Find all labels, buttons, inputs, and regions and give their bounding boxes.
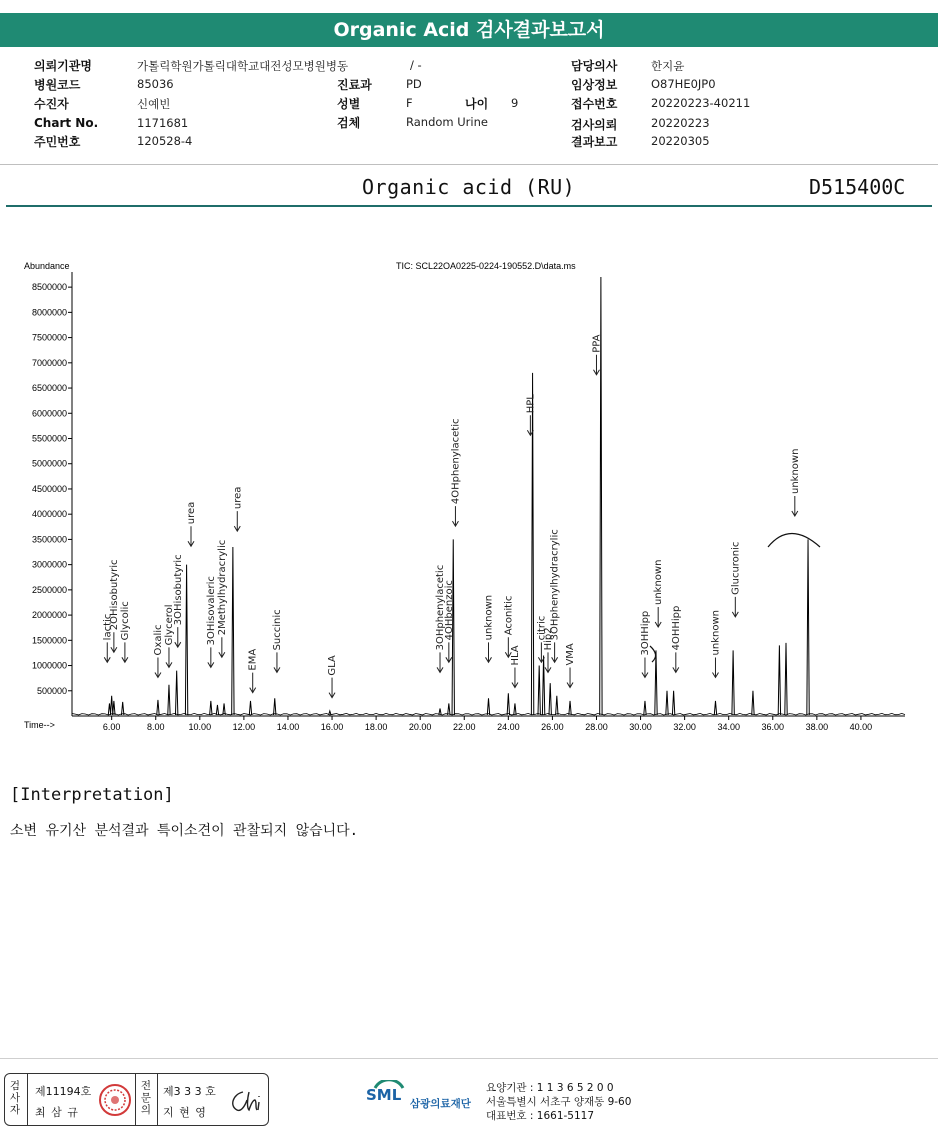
peak-annotation: [232, 487, 243, 532]
x-tick-label: 12.00: [232, 722, 256, 732]
peak: [549, 683, 551, 715]
y-tick-label: 8000000: [31, 307, 67, 318]
peak-annotation: [450, 418, 461, 526]
test-name: Organic acid (RU): [362, 175, 576, 199]
annotation-arrow: [104, 642, 110, 662]
annotation-label: PPA: [591, 334, 603, 353]
annotation-label: 2OHisobutyric: [108, 559, 120, 631]
annotation-label: 3OHisobutyric: [172, 554, 184, 626]
peak: [249, 701, 251, 715]
annotation-arrow: [792, 496, 798, 516]
slash-value: / -: [410, 58, 422, 72]
annotation-arrow: [329, 678, 335, 698]
request-label: 검사의뢰: [571, 118, 618, 132]
annotation-arrow: [567, 668, 573, 688]
annotation-label: unknown: [483, 594, 495, 641]
specialist-name: 지 현 영: [163, 1106, 207, 1119]
peak: [556, 696, 558, 715]
peak: [714, 701, 716, 715]
annotation-arrow: [545, 652, 551, 672]
y-tick-label: 5000000: [31, 458, 67, 469]
dept-label: 진료과: [337, 78, 372, 92]
annotation-arrow: [155, 657, 161, 677]
peak: [514, 703, 516, 715]
peak-annotation: [272, 609, 283, 672]
result-label: 결과보고: [571, 135, 618, 149]
rrn-label: 주민번호: [34, 135, 81, 149]
annotation-label: unknown: [710, 610, 722, 656]
y-tick-label: 8500000: [31, 282, 67, 293]
x-tick-label: 26.00: [541, 722, 564, 732]
annotation-label: VMA: [565, 643, 577, 666]
y-axis-label: Abundance: [24, 261, 70, 271]
result-value: 20220305: [651, 134, 710, 148]
x-tick-label: 14.00: [276, 722, 300, 732]
peak: [168, 685, 170, 715]
request-value: 20220223: [651, 116, 710, 130]
sex-value: F: [406, 96, 413, 110]
clinical-label: 임상정보: [571, 78, 618, 92]
sex-label: 성별: [337, 97, 361, 111]
specimen-value: Random Urine: [406, 115, 488, 129]
peak: [655, 650, 657, 715]
peak-annotation: [120, 601, 131, 662]
sml-logo-korean: 삼광의료재단: [410, 1098, 471, 1110]
peak: [232, 547, 234, 715]
chart-title: TIC: SCL22OA0225-0224-190552.D\data.ms: [396, 261, 576, 271]
annotation-label: citric: [536, 615, 548, 641]
peak-annotation: [248, 649, 259, 693]
x-tick-label: 28.00: [585, 722, 608, 732]
x-tick-label: 22.00: [452, 722, 476, 732]
peak-annotation: [671, 606, 682, 673]
annotation-arrow: [208, 647, 214, 667]
peak: [216, 705, 218, 715]
annotation-label: Hip2: [543, 627, 554, 651]
x-tick-label: 30.00: [629, 722, 652, 732]
annotation-label: HLA: [509, 645, 521, 666]
info-separator: [0, 164, 938, 165]
peak: [732, 650, 734, 715]
peak-annotation: [525, 394, 536, 436]
age-value: 9: [511, 96, 519, 110]
sig-divider-1: [27, 1074, 28, 1125]
x-tick-label: 16.00: [320, 722, 344, 732]
x-tick-label: 8.00: [146, 722, 165, 732]
x-tick-label: 36.00: [761, 722, 785, 732]
annotation-label: Glucuronic: [730, 541, 742, 595]
peak: [778, 645, 780, 715]
specialist-signature: [227, 1086, 263, 1116]
annotation-label: 3OHphenylhydracrylic: [549, 529, 561, 641]
baseline-trace: [72, 713, 905, 715]
annotation-label: 3OHphenylacetic: [435, 564, 447, 651]
annotation-label: HPL: [525, 394, 537, 414]
annotation-arrow: [452, 506, 458, 526]
peak: [113, 701, 115, 715]
sml-logo-text: SML: [366, 1086, 402, 1104]
annotation-arrow: [175, 627, 181, 647]
annotation-arrow: [446, 642, 452, 662]
x-tick-label: 34.00: [717, 722, 740, 732]
annotation-label: 4OHbenzoic: [443, 580, 455, 641]
interpretation-text: 소변 유기산 분석결과 특이소견이 관찰되지 않습니다.: [10, 823, 359, 839]
annotation-label: Aconitic: [503, 595, 515, 636]
x-axis-label: Time-->: [24, 720, 55, 730]
chromatogram-chart: [0, 250, 938, 740]
dept-value: PD: [406, 77, 422, 91]
hospital-code-value: 85036: [137, 77, 174, 91]
doctor-value: 한지윤: [651, 59, 685, 73]
rrn-value: 120528-4: [137, 134, 193, 148]
annotation-label: 3OHHipp: [639, 610, 651, 656]
annotation-label: Succinic: [271, 609, 283, 651]
annotation-label: Glycolic: [119, 601, 131, 641]
annotation-label: unknown: [789, 448, 801, 494]
org-code: 요양기관 : 1 1 3 6 5 2 0 0: [486, 1082, 614, 1094]
annotation-label: 4OHphenylacetic: [450, 418, 462, 505]
peak: [666, 691, 668, 715]
peak-annotation: [206, 576, 217, 667]
y-tick-label: 3000000: [31, 559, 67, 570]
chart-no-label: Chart No.: [34, 116, 99, 130]
patient-value: 신예빈: [137, 97, 171, 111]
x-tick-label: 38.00: [805, 722, 829, 732]
y-tick-label: 1500000: [31, 635, 67, 646]
signature-box: [4, 1073, 269, 1126]
y-tick-label: 2000000: [31, 610, 67, 621]
annotation-label: 3OHisovaleric: [205, 576, 217, 646]
peak: [175, 671, 177, 715]
peak: [531, 373, 533, 715]
peak: [644, 701, 646, 715]
y-tick-label: 2500000: [31, 584, 67, 595]
peak: [542, 655, 544, 715]
peak: [329, 711, 331, 715]
annotation-label: Oxalic: [152, 624, 164, 656]
specialist-vertical-label: 전문의: [140, 1080, 152, 1116]
annotation-label: unknown: [653, 559, 665, 605]
peak: [672, 691, 674, 715]
peak-annotation: [790, 449, 801, 516]
annotation-label: 2Methylhydracrylic: [216, 539, 228, 636]
peak: [487, 698, 489, 715]
peak: [785, 643, 787, 715]
peak: [448, 703, 450, 715]
annotation-label: EMA: [247, 648, 259, 671]
receipt-value: 20220223-40211: [651, 96, 751, 110]
peak: [121, 702, 123, 715]
x-tick-label: 40.00: [849, 722, 873, 732]
annotation-arrow: [732, 597, 738, 617]
peak-annotation: [484, 595, 495, 662]
annotation-label: urea: [232, 486, 244, 510]
peak: [538, 666, 540, 715]
hospital-code-label: 병원코드: [34, 78, 81, 92]
report-title-bar: Organic Acid 검사결과보고서: [0, 13, 938, 47]
annotation-arrow: [655, 607, 661, 627]
peak-annotation: [640, 611, 651, 678]
age-label: 나이: [465, 97, 489, 111]
annotation-arrow: [437, 652, 443, 672]
peak: [569, 701, 571, 715]
peak-annotation: [565, 643, 576, 687]
annotation-label: Glycerol: [163, 604, 175, 646]
x-tick-label: 20.00: [408, 722, 432, 732]
institution-label: 의뢰기관명: [34, 59, 92, 73]
annotation-arrow: [122, 642, 128, 662]
annotation-label: GLA: [327, 655, 339, 676]
lab-phone: 대표번호 : 1661-5117: [486, 1110, 595, 1122]
doctor-label: 담당의사: [571, 59, 618, 73]
x-tick-label: 32.00: [673, 722, 696, 732]
annotation-arrow: [642, 657, 648, 677]
annotation-label: lactic: [102, 613, 114, 641]
interpretation-heading: [Interpretation]: [10, 785, 174, 805]
x-tick-label: 24.00: [497, 722, 520, 732]
sig-divider-3: [157, 1074, 158, 1125]
chart-no-value: 1171681: [137, 116, 189, 130]
x-tick-label: 18.00: [364, 722, 388, 732]
patient-label: 수진자: [34, 97, 69, 111]
annotation-arrow: [486, 642, 492, 662]
annotation-arrow: [188, 526, 194, 546]
peak: [807, 539, 809, 715]
annotation-arrow: [673, 652, 679, 672]
receipt-label: 접수번호: [571, 97, 618, 111]
clinical-value: O87HE0JP0: [651, 77, 716, 91]
institution-value: 가톨릭학원가톨릭대학교대전성모병원병동: [137, 59, 349, 73]
peak: [157, 700, 159, 715]
y-tick-label: 4500000: [31, 483, 67, 494]
y-tick-label: 7500000: [31, 332, 67, 343]
peak: [507, 693, 509, 715]
patient-info: [0, 52, 938, 162]
annotation-arrow: [250, 673, 256, 693]
sig-divider-2: [135, 1074, 136, 1125]
y-tick-label: 7000000: [31, 357, 67, 368]
tester-name: 최 삼 규: [35, 1106, 79, 1119]
unknown-bracket: [768, 534, 820, 548]
test-code: D515400C: [809, 175, 906, 199]
annotation-label: 4OHHipp: [670, 605, 682, 651]
annotation-arrow: [166, 647, 172, 667]
annotation-arrow: [512, 668, 518, 688]
y-tick-label: 4000000: [31, 509, 67, 520]
peak-annotation: [653, 560, 664, 627]
peak: [752, 691, 754, 715]
specialist-license: 제3 3 3 호: [163, 1085, 216, 1098]
y-tick-label: 3500000: [31, 534, 67, 545]
y-tick-label: 5500000: [31, 433, 67, 444]
peak-annotation: [730, 542, 741, 617]
peak-annotation: [710, 610, 721, 677]
lab-info: [486, 1081, 631, 1123]
annotation-arrow: [712, 657, 718, 677]
y-tick-label: 6000000: [31, 408, 67, 419]
footer-separator: [0, 1058, 938, 1059]
lab-address: 서울특별시 서초구 양재동 9-60: [486, 1096, 632, 1108]
y-tick-label: 6500000: [31, 383, 67, 394]
annotation-arrow: [593, 355, 599, 375]
annotation-label: urea: [186, 501, 197, 525]
peak-annotation: [186, 502, 197, 547]
y-tick-label: 1000000: [31, 660, 67, 671]
tester-vertical-label: 검사자: [9, 1080, 21, 1116]
peak-annotation: [510, 645, 521, 687]
peak-annotation: [217, 540, 228, 658]
x-tick-label: 10.00: [188, 722, 212, 732]
annotation-arrow: [219, 637, 225, 657]
peak: [185, 565, 187, 715]
tester-license: 제11194호: [35, 1085, 92, 1098]
title-underline: [6, 205, 932, 207]
tester-seal-stamp: [97, 1083, 133, 1117]
peak: [210, 701, 212, 715]
x-tick-label: 6.00: [102, 722, 121, 732]
peak: [274, 698, 276, 715]
specimen-label: 검체: [337, 116, 361, 130]
peak-annotation: [327, 655, 338, 698]
peak-annotation: [153, 624, 164, 677]
y-tick-label: 500000: [36, 685, 67, 696]
annotation-arrow: [274, 652, 280, 672]
annotation-arrow: [234, 511, 240, 531]
